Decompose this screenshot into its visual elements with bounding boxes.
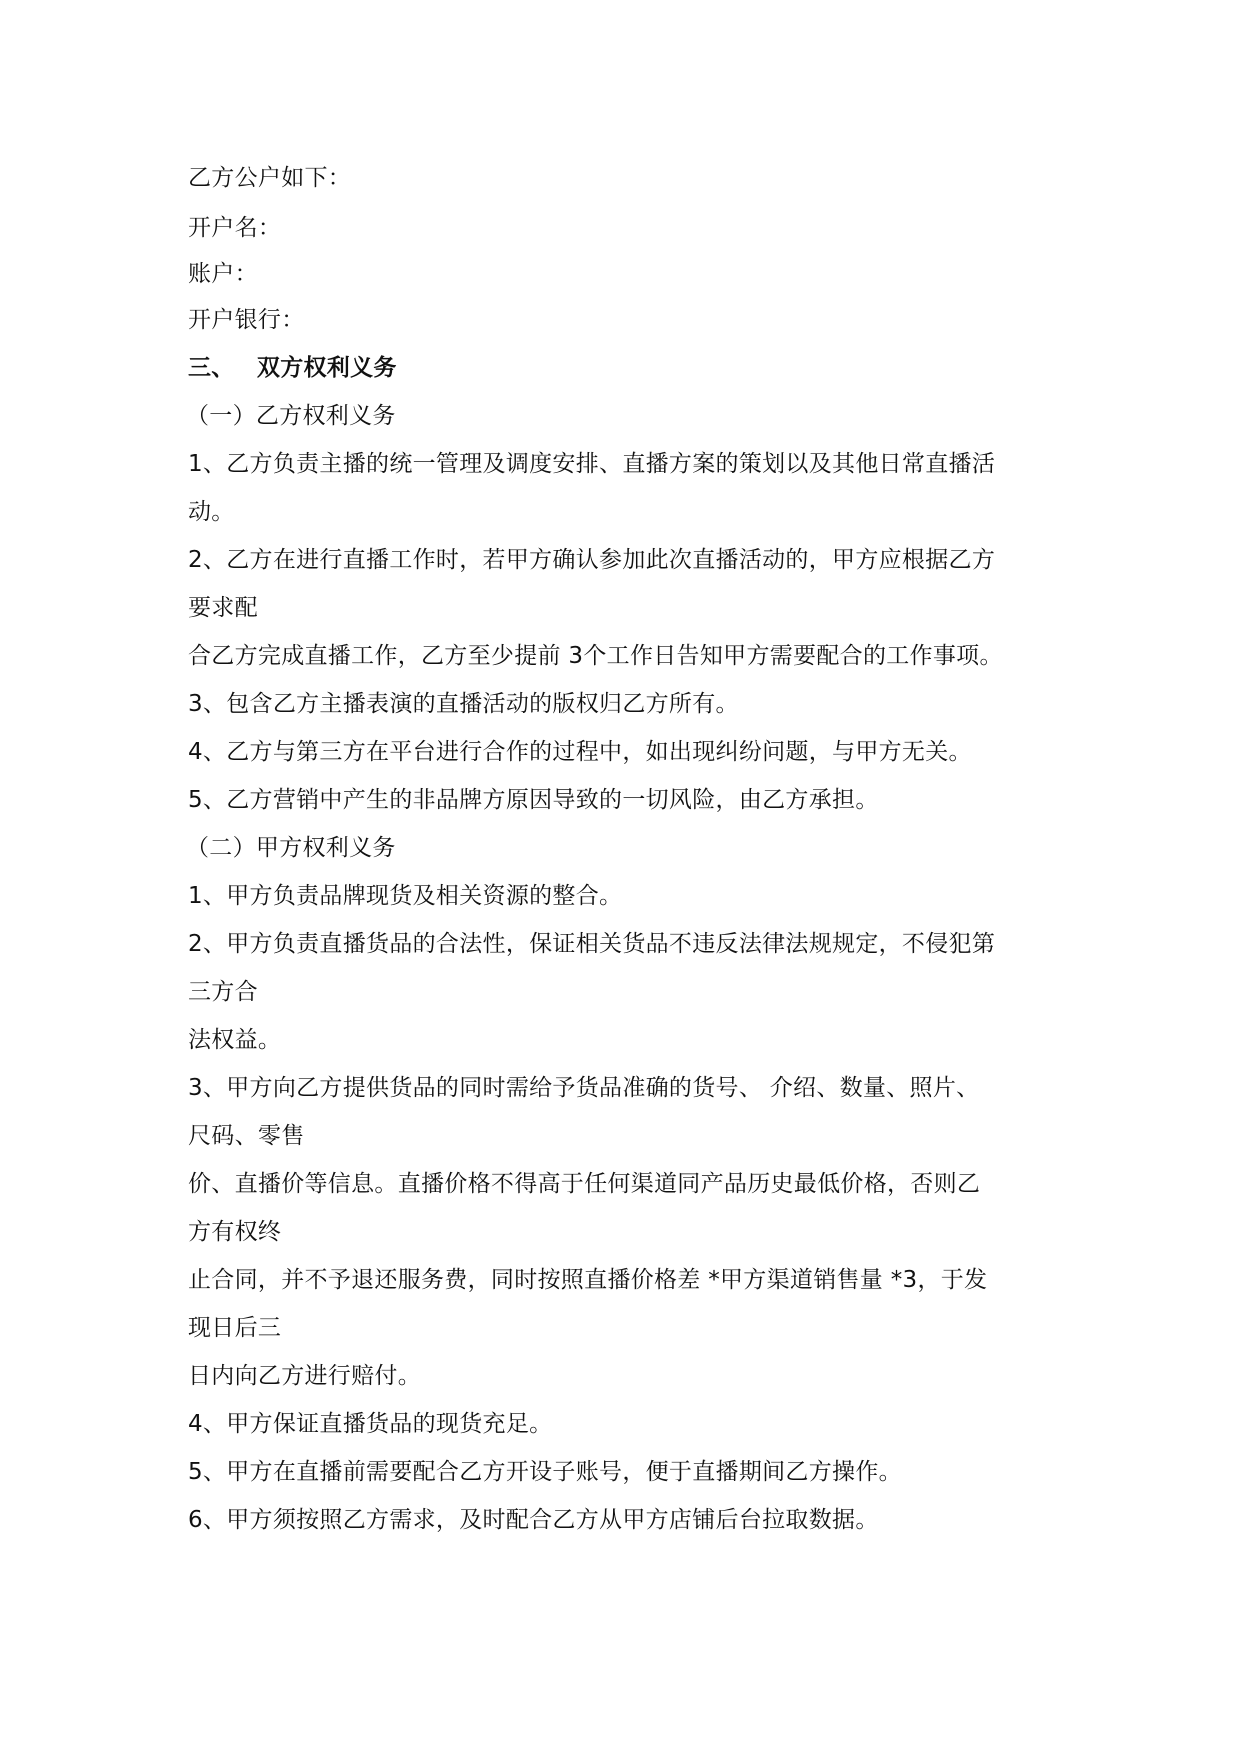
party-b-line: 动。 xyxy=(188,499,235,525)
account-intro: 乙方公户如下： xyxy=(188,165,352,191)
party-a-line: 1、甲方负责品牌现货及相关资源的整合。 xyxy=(188,883,623,909)
section-heading: 三、 双方权利义务 xyxy=(188,355,397,381)
party-a-line: 法权益。 xyxy=(188,1027,282,1053)
party-a-line: 4、甲方保证直播货品的现货充足。 xyxy=(188,1411,553,1437)
party-b-line: 4、乙方与第三方在平台进行合作的过程中，如出现纠纷问题，与甲方无关。 xyxy=(188,739,972,765)
party-b-line: 5、乙方营销中产生的非品牌方原因导致的一切风险，由乙方承担。 xyxy=(188,787,879,813)
party-a-line: 3、甲方向乙方提供货品的同时需给予货品准确的货号、 介绍、数量、照片、 xyxy=(188,1075,980,1101)
party-a-line: 现日后三 xyxy=(188,1315,282,1341)
party-a-line: 止合同，并不予退还服务费，同时按照直播价格差 *甲方渠道销售量 *3，于发 xyxy=(188,1267,988,1293)
party-a-line: 价、直播价等信息。直播价格不得高于任何渠道同产品历史最低价格，否则乙 xyxy=(188,1171,981,1197)
party-b-line: 要求配 xyxy=(188,595,258,621)
bank-label: 开户银行： xyxy=(188,307,305,333)
party-b-line: 合乙方完成直播工作，乙方至少提前 3个工作日告知甲方需要配合的工作事项。 xyxy=(188,643,1003,669)
party-b-title: （一）乙方权利义务 xyxy=(186,403,396,429)
party-a-title: （二）甲方权利义务 xyxy=(186,835,396,861)
account-name-label: 开户名： xyxy=(188,215,282,241)
party-a-line: 日内向乙方进行赔付。 xyxy=(188,1363,421,1389)
party-a-line: 2、甲方负责直播货品的合法性，保证相关货品不违反法律法规规定，不侵犯第 xyxy=(188,931,996,957)
party-a-line: 三方合 xyxy=(188,979,258,1005)
party-b-line: 3、包含乙方主播表演的直播活动的版权归乙方所有。 xyxy=(188,691,739,717)
party-a-line: 方有权终 xyxy=(188,1219,282,1245)
party-b-line: 2、乙方在进行直播工作时，若甲方确认参加此次直播活动的，甲方应根据乙方 xyxy=(188,547,996,573)
party-a-line: 6、甲方须按照乙方需求，及时配合乙方从甲方店铺后台拉取数据。 xyxy=(188,1507,879,1533)
party-a-line: 尺码、零售 xyxy=(188,1123,305,1149)
account-number-label: 账户： xyxy=(188,261,258,287)
party-b-line: 1、乙方负责主播的统一管理及调度安排、直播方案的策划以及其他日常直播活 xyxy=(188,451,996,477)
party-a-line: 5、甲方在直播前需要配合乙方开设子账号，便于直播期间乙方操作。 xyxy=(188,1459,902,1485)
